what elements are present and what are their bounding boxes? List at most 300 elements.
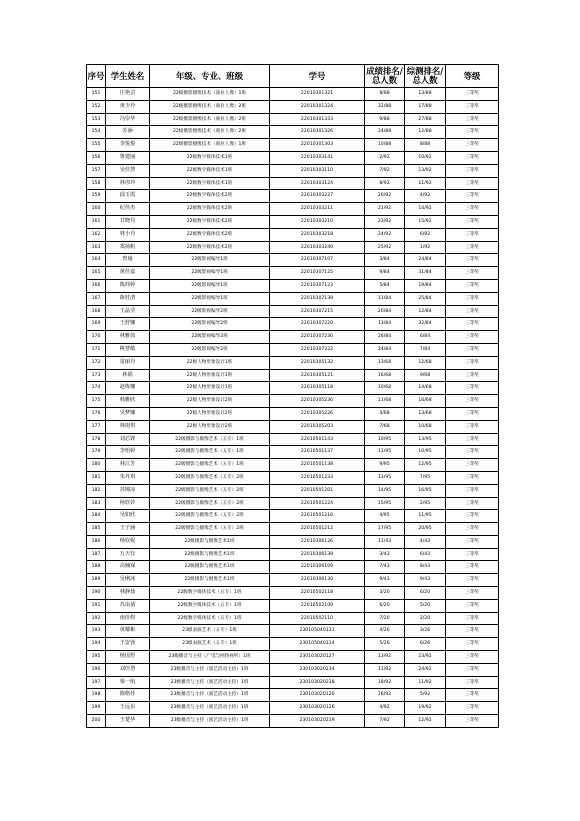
table-row <box>87 651 499 664</box>
cell-grade: 三等奖 <box>446 407 499 420</box>
cell-major: 22级摄影与摄像艺术（五专）2班 <box>150 471 270 484</box>
cell-major: 22级摄影与摄像艺术（五专）2班 <box>150 484 270 497</box>
cell-name: 高楠琛 <box>106 561 150 574</box>
cell-rank: 7/20 <box>365 612 405 625</box>
cell-sid: 22010307125 <box>270 267 365 280</box>
cell-seq: 189 <box>87 574 106 587</box>
cell-grade: 三等奖 <box>446 382 499 395</box>
cell-eval: 5/92 <box>405 689 446 702</box>
cell-major: 22级数字媒体技术2班 <box>150 228 270 241</box>
cell-eval: 4/43 <box>405 535 446 548</box>
table-row <box>87 126 499 139</box>
cell-name: 曾瑜 <box>106 254 150 267</box>
header-seq: 序号 <box>87 65 106 88</box>
cell-rank: 9/95 <box>365 459 405 472</box>
cell-major: 23级播音与主持（广电与网络视听）1班 <box>150 651 270 664</box>
cell-major: 22级数字媒体技术1班 <box>150 164 270 177</box>
cell-rank: 7/92 <box>365 164 405 177</box>
cell-grade: 三等奖 <box>446 663 499 676</box>
cell-sid: 22010305203 <box>270 420 365 433</box>
cell-eval: 6/84 <box>405 331 446 344</box>
cell-sid: 22010307230 <box>270 331 365 344</box>
cell-major: 22级摄影与摄像艺术1班 <box>150 548 270 561</box>
cell-major: 23级播音与主持（演艺活动主持）1班 <box>150 689 270 702</box>
table-row <box>87 446 499 459</box>
header-major: 年级、专业、班级 <box>150 65 270 88</box>
cell-name: 朱丹琪 <box>106 471 150 484</box>
cell-eval: 13/95 <box>405 433 446 446</box>
cell-eval: 6/20 <box>405 587 446 600</box>
cell-major: 22级人物形象设计2班 <box>150 407 270 420</box>
cell-eval: 20/95 <box>405 523 446 536</box>
cell-seq: 158 <box>87 177 106 190</box>
cell-eval: 6/92 <box>405 228 446 241</box>
cell-name: 王楚华 <box>106 715 150 728</box>
cell-name: 吴如欣 <box>106 510 150 523</box>
cell-grade: 三等奖 <box>446 151 499 164</box>
table-row <box>87 292 499 305</box>
cell-rank: 13/92 <box>365 651 405 664</box>
cell-grade: 三等奖 <box>446 139 499 152</box>
header-name: 学生姓名 <box>106 65 150 88</box>
table-row <box>87 177 499 190</box>
table-row <box>87 599 499 612</box>
cell-rank: 7/92 <box>365 715 405 728</box>
cell-sid: 22010501233 <box>270 471 365 484</box>
cell-major: 23级播音与主持（演艺活动主持）1班 <box>150 715 270 728</box>
cell-rank: 32/88 <box>365 100 405 113</box>
cell-seq: 162 <box>87 228 106 241</box>
cell-name: 吴佳慧 <box>106 164 150 177</box>
cell-seq: 154 <box>87 126 106 139</box>
cell-eval: 13/92 <box>405 164 446 177</box>
cell-major: 22级摄影与摄像艺术（五专）1班 <box>150 446 270 459</box>
cell-major: 22级影视编导2班 <box>150 305 270 318</box>
cell-sid: 22010301303 <box>270 139 365 152</box>
cell-seq: 190 <box>87 587 106 600</box>
cell-seq: 175 <box>87 395 106 408</box>
table-row <box>87 587 499 600</box>
cell-eval: 8/43 <box>405 561 446 574</box>
table-row <box>87 625 499 638</box>
cell-eval: 12/88 <box>405 126 446 139</box>
table-row <box>87 356 499 369</box>
cell-grade: 三等奖 <box>446 279 499 292</box>
cell-grade: 三等奖 <box>446 113 499 126</box>
cell-major: 22级摄影摄像技术（商业人像）2班 <box>150 113 270 126</box>
cell-major: 22级数字媒体技术（五专）1班 <box>150 599 270 612</box>
cell-eval: 8/88 <box>405 139 446 152</box>
header-eval <box>405 65 446 88</box>
cell-seq: 157 <box>87 164 106 177</box>
cell-name: 李怡婷 <box>106 446 150 459</box>
cell-eval: 19/84 <box>405 279 446 292</box>
cell-eval: 3/26 <box>405 625 446 638</box>
cell-major: 22级摄影与摄像艺术1班 <box>150 535 270 548</box>
cell-eval: 6/43 <box>405 548 446 561</box>
table-body <box>87 88 499 728</box>
table-row <box>87 113 499 126</box>
cell-name: 雷丽丹 <box>106 356 150 369</box>
cell-rank: 18/92 <box>365 676 405 689</box>
cell-major: 22级数字媒体技术2班 <box>150 203 270 216</box>
cell-rank: 24/84 <box>365 343 405 356</box>
cell-sid: 22010303240 <box>270 241 365 254</box>
cell-name: 韩雅欣 <box>106 395 150 408</box>
cell-rank: 4/92 <box>365 702 405 715</box>
cell-grade: 三等奖 <box>446 356 499 369</box>
cell-grade: 三等奖 <box>446 612 499 625</box>
cell-seq: 199 <box>87 702 106 715</box>
cell-rank: 16/68 <box>365 369 405 382</box>
cell-seq: 159 <box>87 190 106 203</box>
table-row <box>87 395 499 408</box>
table-row <box>87 151 499 164</box>
cell-major: 23级播音与主持（演艺活动主持）1班 <box>150 676 270 689</box>
cell-sid: 22010502109 <box>270 599 365 612</box>
cell-major: 22级数字媒体技术2班 <box>150 215 270 228</box>
cell-sid: 22010306130 <box>270 574 365 587</box>
cell-grade: 三等奖 <box>446 574 499 587</box>
cell-sid: 22010303211 <box>270 203 365 216</box>
cell-major: 23级播音与主持（演艺活动主持）1班 <box>150 702 270 715</box>
cell-name: 林娟 <box>106 369 150 382</box>
cell-eval: 14/92 <box>405 203 446 216</box>
cell-name: 王远东 <box>106 702 150 715</box>
cell-major: 22级人物形象设计2班 <box>150 420 270 433</box>
cell-grade: 三等奖 <box>446 702 499 715</box>
cell-grade: 三等奖 <box>446 267 499 280</box>
cell-rank: 11/68 <box>365 395 405 408</box>
cell-name: 林静茹 <box>106 587 150 600</box>
cell-seq: 171 <box>87 343 106 356</box>
cell-rank: 10/68 <box>365 382 405 395</box>
cell-name: 纪伟杰 <box>106 203 150 216</box>
cell-rank: 11/43 <box>365 535 405 548</box>
cell-major: 22级摄影摄像技术（商业人像）1班 <box>150 139 270 152</box>
cell-seq: 188 <box>87 561 106 574</box>
cell-seq: 176 <box>87 407 106 420</box>
cell-name: 陈格佳 <box>106 689 150 702</box>
cell-sid: 230103020234 <box>270 663 365 676</box>
table-row <box>87 215 499 228</box>
cell-name: 梁一航 <box>106 676 150 689</box>
cell-name: 邱玉霞 <box>106 190 150 203</box>
cell-rank: 9/43 <box>365 574 405 587</box>
cell-name: 冯崇华 <box>106 113 150 126</box>
cell-rank: 3/20 <box>365 587 405 600</box>
cell-eval: 11/92 <box>405 676 446 689</box>
cell-sid: 22010501216 <box>270 510 365 523</box>
cell-major: 22级数字媒体技术2班 <box>150 241 270 254</box>
header-rank <box>365 65 405 88</box>
table-row <box>87 382 499 395</box>
cell-sid: 22010301321 <box>270 88 365 101</box>
cell-sid: 22010301326 <box>270 126 365 139</box>
cell-name: 林江芳 <box>106 459 150 472</box>
cell-rank: 25/92 <box>365 241 405 254</box>
cell-grade: 三等奖 <box>446 88 499 101</box>
cell-name: 黄少玲 <box>106 100 150 113</box>
cell-eval: 14/68 <box>405 382 446 395</box>
table-row <box>87 369 499 382</box>
cell-sid: 22010305236 <box>270 395 365 408</box>
cell-major: 22级摄影摄像技术（商业人像）2班 <box>150 100 270 113</box>
cell-grade: 三等奖 <box>446 484 499 497</box>
cell-major: 22级影视编导1班 <box>150 279 270 292</box>
cell-grade: 三等奖 <box>446 203 499 216</box>
cell-major: 22级人物形象设计1班 <box>150 356 270 369</box>
cell-rank: 2/92 <box>365 151 405 164</box>
cell-name: 万天钰 <box>106 548 150 561</box>
cell-sid: 230103020126 <box>270 702 365 715</box>
cell-sid: 22010303218 <box>270 228 365 241</box>
cell-eval: 11/92 <box>405 177 446 190</box>
cell-eval: 6/26 <box>405 638 446 651</box>
cell-seq: 200 <box>87 715 106 728</box>
cell-sid: 22010301333 <box>270 113 365 126</box>
table-row <box>87 279 499 292</box>
cell-major: 22级影视编导1班 <box>150 267 270 280</box>
cell-seq: 155 <box>87 139 106 152</box>
cell-sid: 22010301324 <box>270 100 365 113</box>
cell-name: 王子涵 <box>106 523 150 536</box>
cell-sid: 22010307222 <box>270 343 365 356</box>
header-rank-line2: 总人数 <box>371 75 398 85</box>
cell-name: 林雨琪 <box>106 420 150 433</box>
cell-name: 郑扬帆 <box>106 241 150 254</box>
table-row <box>87 702 499 715</box>
cell-sid: 22010307138 <box>270 292 365 305</box>
cell-seq: 192 <box>87 612 106 625</box>
cell-seq: 170 <box>87 331 106 344</box>
cell-grade: 三等奖 <box>446 638 499 651</box>
cell-eval: 13/68 <box>405 407 446 420</box>
cell-eval: 24/92 <box>405 663 446 676</box>
cell-seq: 194 <box>87 638 106 651</box>
cell-seq: 185 <box>87 523 106 536</box>
cell-seq: 183 <box>87 497 106 510</box>
cell-grade: 三等奖 <box>446 459 499 472</box>
cell-rank: 5/26 <box>365 638 405 651</box>
cell-rank: 7/43 <box>365 561 405 574</box>
table-row <box>87 574 499 587</box>
cell-sid: 22010307220 <box>270 318 365 331</box>
cell-rank: 10/88 <box>365 139 405 152</box>
table-row <box>87 561 499 574</box>
cell-major: 23级表演艺术（五专）1班 <box>150 638 270 651</box>
cell-rank: 7/68 <box>365 420 405 433</box>
cell-major: 22级数字媒体技术（五专）1班 <box>150 612 270 625</box>
cell-grade: 三等奖 <box>446 715 499 728</box>
table-row <box>87 612 499 625</box>
cell-sid: 22010305118 <box>270 382 365 395</box>
cell-grade: 三等奖 <box>446 535 499 548</box>
cell-sid: 230103020219 <box>270 715 365 728</box>
cell-seq: 168 <box>87 305 106 318</box>
cell-rank: 5/84 <box>365 279 405 292</box>
cell-seq: 198 <box>87 689 106 702</box>
cell-rank: 20/84 <box>365 305 405 318</box>
cell-eval: 9/43 <box>405 574 446 587</box>
cell-rank: 13/95 <box>365 471 405 484</box>
cell-eval: 12/92 <box>405 715 446 728</box>
cell-eval: 10/95 <box>405 446 446 459</box>
table-row <box>87 343 499 356</box>
cell-eval: 2/95 <box>405 497 446 510</box>
cell-major: 22级数字媒体技术2班 <box>150 190 270 203</box>
cell-grade: 三等奖 <box>446 318 499 331</box>
cell-grade: 三等奖 <box>446 510 499 523</box>
cell-sid: 22010303124 <box>270 177 365 190</box>
cell-rank: 6/20 <box>365 599 405 612</box>
cell-grade: 三等奖 <box>446 228 499 241</box>
cell-eval: 10/92 <box>405 151 446 164</box>
table-row <box>87 318 499 331</box>
cell-grade: 三等奖 <box>446 190 499 203</box>
cell-grade: 三等奖 <box>446 446 499 459</box>
cell-seq: 187 <box>87 548 106 561</box>
cell-seq: 174 <box>87 382 106 395</box>
cell-seq: 151 <box>87 88 106 101</box>
cell-seq: 166 <box>87 279 106 292</box>
cell-seq: 182 <box>87 484 106 497</box>
cell-grade: 三等奖 <box>446 420 499 433</box>
cell-eval: 15/92 <box>405 215 446 228</box>
cell-grade: 三等奖 <box>446 561 499 574</box>
cell-grade: 三等奖 <box>446 651 499 664</box>
cell-rank: 11/95 <box>365 446 405 459</box>
cell-name: 刘佳慧 <box>106 663 150 676</box>
cell-major: 22级人物形象设计2班 <box>150 395 270 408</box>
cell-eval: 12/68 <box>405 356 446 369</box>
cell-seq: 177 <box>87 420 106 433</box>
cell-grade: 三等奖 <box>446 599 499 612</box>
cell-eval: 12/95 <box>405 459 446 472</box>
cell-name: 黄佳嘉 <box>106 267 150 280</box>
cell-rank: 9/84 <box>365 267 405 280</box>
cell-sid: 230105040114 <box>270 638 365 651</box>
cell-rank: 15/95 <box>365 497 405 510</box>
header-rank-line1: 成绩排名/ <box>366 66 403 76</box>
cell-grade: 三等奖 <box>446 241 499 254</box>
cell-eval: 25/84 <box>405 292 446 305</box>
cell-rank: 4/68 <box>365 407 405 420</box>
cell-sid: 22010502118 <box>270 587 365 600</box>
cell-sid: 230105040131 <box>270 625 365 638</box>
cell-name: 黄耀彬 <box>106 625 150 638</box>
cell-sid: 22010303141 <box>270 151 365 164</box>
table-row <box>87 433 499 446</box>
cell-sid: 22010306126 <box>270 535 365 548</box>
cell-seq: 167 <box>87 292 106 305</box>
cell-major: 22级影视编导2班 <box>150 318 270 331</box>
cell-major: 22级数字媒体技术1班 <box>150 151 270 164</box>
cell-eval: 5/20 <box>405 599 446 612</box>
cell-sid: 22010501143 <box>270 433 365 446</box>
header-sid: 学号 <box>270 65 365 88</box>
cell-sid: 22010501201 <box>270 484 365 497</box>
cell-grade: 三等奖 <box>446 689 499 702</box>
cell-name: 鲁建丽 <box>106 151 150 164</box>
cell-grade: 三等奖 <box>446 305 499 318</box>
cell-seq: 195 <box>87 651 106 664</box>
cell-grade: 三等奖 <box>446 625 499 638</box>
cell-eval: 10/68 <box>405 420 446 433</box>
cell-major: 22级影视编导1班 <box>150 292 270 305</box>
cell-grade: 三等奖 <box>446 471 499 484</box>
cell-name: 吴俐冰 <box>106 574 150 587</box>
award-table <box>86 64 499 728</box>
cell-sid: 22010501224 <box>270 497 365 510</box>
cell-name: 苏诣倩 <box>106 599 150 612</box>
cell-seq: 172 <box>87 356 106 369</box>
cell-seq: 156 <box>87 151 106 164</box>
award-list-page <box>86 64 498 728</box>
cell-rank: 10/95 <box>365 433 405 446</box>
cell-sid: 22010303227 <box>270 190 365 203</box>
cell-name: 庄艳芸 <box>106 88 150 101</box>
cell-eval: 16/68 <box>405 395 446 408</box>
cell-seq: 178 <box>87 433 106 446</box>
cell-major: 22级摄影与摄像艺术1班 <box>150 561 270 574</box>
cell-eval: 19/92 <box>405 702 446 715</box>
cell-grade: 三等奖 <box>446 548 499 561</box>
table-row <box>87 497 499 510</box>
cell-name: 林伟玲 <box>106 177 150 190</box>
header-eval-line1: 综测排名/ <box>406 66 444 76</box>
cell-eval: 27/88 <box>405 113 446 126</box>
cell-name: 桃慧敏 <box>106 343 150 356</box>
cell-seq: 153 <box>87 113 106 126</box>
cell-sid: 22010305226 <box>270 407 365 420</box>
cell-rank: 11/84 <box>365 292 405 305</box>
cell-major: 23级表演艺术（五专）1班 <box>150 625 270 638</box>
cell-major: 22级摄影与摄像艺术（五专）1班 <box>150 433 270 446</box>
table-row <box>87 267 499 280</box>
table-row <box>87 715 499 728</box>
cell-eval: 1/92 <box>405 241 446 254</box>
cell-seq: 164 <box>87 254 106 267</box>
cell-rank: 8/88 <box>365 88 405 101</box>
cell-grade: 三等奖 <box>446 164 499 177</box>
cell-name: 林雅如 <box>106 331 150 344</box>
table-row <box>87 164 499 177</box>
table-row <box>87 100 499 113</box>
cell-name: 苏涵 <box>106 126 150 139</box>
cell-major: 22级摄影摄像技术（商业人像）1班 <box>150 88 270 101</box>
cell-major: 22级摄影与摄像艺术（五专）2班 <box>150 497 270 510</box>
cell-seq: 181 <box>87 471 106 484</box>
cell-seq: 180 <box>87 459 106 472</box>
table-row <box>87 203 499 216</box>
cell-rank: 24/92 <box>365 228 405 241</box>
table-row <box>87 535 499 548</box>
cell-grade: 三等奖 <box>446 433 499 446</box>
cell-seq: 184 <box>87 510 106 523</box>
table-row <box>87 407 499 420</box>
cell-sid: 230103020127 <box>270 651 365 664</box>
cell-rank: 3/43 <box>365 548 405 561</box>
cell-seq: 186 <box>87 535 106 548</box>
cell-major: 22级人物形象设计1班 <box>150 382 270 395</box>
cell-rank: 26/84 <box>365 331 405 344</box>
cell-major: 22级数字媒体技术（五专）1班 <box>150 587 270 600</box>
cell-eval: 2/20 <box>405 612 446 625</box>
cell-grade: 三等奖 <box>446 343 499 356</box>
cell-sid: 22010305121 <box>270 369 365 382</box>
cell-rank: 4/95 <box>365 510 405 523</box>
